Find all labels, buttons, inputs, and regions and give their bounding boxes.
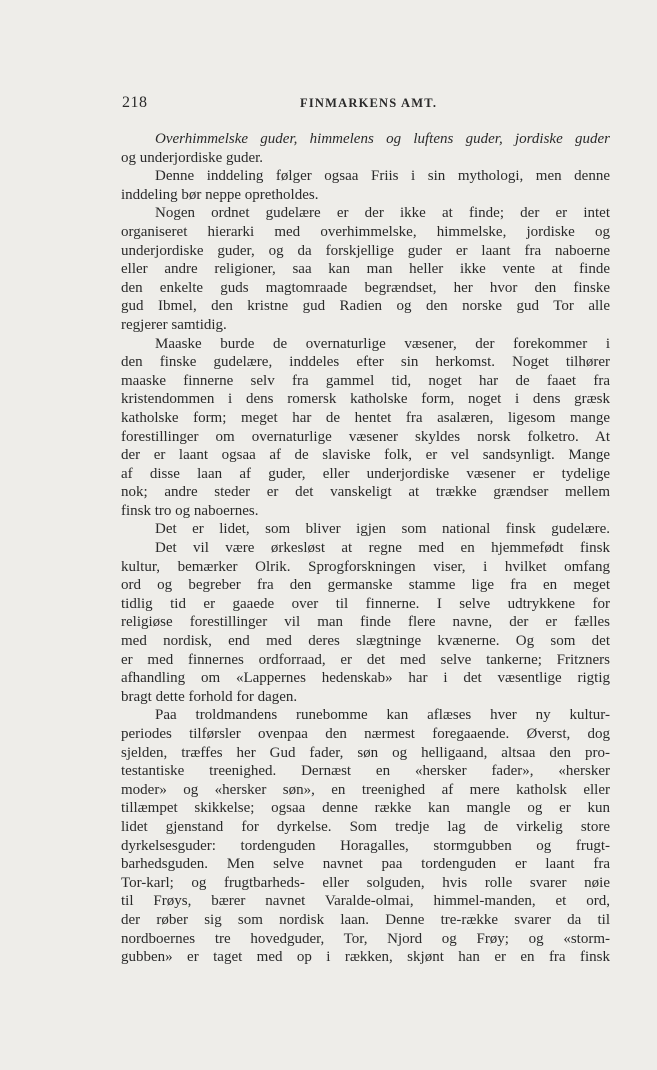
text-line: forestillinger om overnaturlige væsener skyldes norsk folketro. At (121, 428, 610, 445)
text-line: Det vil være ørkesløst at regne med en hjemmefødt finsk (155, 540, 610, 557)
text-line: regjerer samtidig. (121, 316, 227, 333)
text-line: dyrkelsesguder: tordenguden Horagalles, stormgubben og frugt- (121, 837, 610, 854)
text-line: og underjordiske guder. (121, 149, 264, 166)
text-line: kristendommen i dens romersk katholske form, noget i dens græsk (121, 391, 610, 408)
text-line: nordboernes tre hovedguder, Tor, Njord og Frøy; og «storm- (121, 930, 610, 947)
text-line: kultur, bemærker Olrik. Sprogforskningen viser, i hvilket omfang (121, 558, 610, 575)
running-title: FINMARKENS AMT. (300, 96, 438, 110)
text-line: bragt dette forhold for dagen. (121, 688, 298, 705)
text-line: Tor-karl; og frugtbarheds- eller solguden, hvis rolle svarer nøie (121, 874, 610, 891)
text-line: katholske form; meget har de hentet fra asalæren, ligesom mange (121, 409, 610, 426)
text-line: der er laant ogsaa af de slaviske folk, er vel sandsynligt. Mange (121, 447, 610, 464)
text-line: periodes tilførsler ovenpaa den nærmest foregaaende. Øverst, dog (121, 726, 610, 742)
text-line: underjordiske guder, og da forskjellige guder er laant fra naboerne (121, 242, 610, 259)
text-line: lidet gjenstand for dyrkelse. Som tredje lag de virkelig store (121, 818, 610, 835)
text-line: Det er lidet, som bliver igjen som national finsk gudelære. (155, 521, 610, 538)
text-line: finsk tro og naboernes. (121, 502, 259, 519)
text-line: testantiske treenighed. Dernæst en «hersker fader», «hersker (121, 763, 610, 780)
text-line: Paa troldmandens runebomme kan aflæses hver ny kultur- (155, 707, 610, 724)
text-line: religiøse forestillinger vil man finde flere navne, der er fælles (121, 614, 610, 631)
text-line: gud Ibmel, den kristne gud Radien og den norske gud Tor alle (121, 298, 610, 315)
text-line: der røber sig som nordisk laan. Denne tre-række svarer da til (121, 911, 610, 928)
text-line: den enkelte guds magtomraade begrændset, her hvor den finske (121, 279, 610, 296)
text-line: barhedsguden. Men selve navnet paa tordenguden er laant fra (121, 856, 610, 873)
text-line: tidlig tid er gaaede over til finnerne. I selve udtrykkene for (121, 595, 610, 612)
text-line: er med finnernes ordforraad, er det med selve tankerne; Fritzners (121, 651, 610, 668)
text-line: Maaske burde de overnaturlige væsener, der forekommer i (155, 335, 610, 352)
text-line: afhandling om «Lappernes hedenskab» har i det væsentlige rigtig (121, 670, 610, 687)
text-line: med nordisk, end med deres slægtninge kvænerne. Og som det (121, 633, 610, 650)
text-line: af disse laan af guder, eller underjordiske væsener er tydelige (121, 465, 610, 482)
text-line: Denne inddeling følger ogsaa Friis i sin mythologi, men denne (155, 168, 610, 185)
text-line: nok; andre steder er det vanskeligt at trække grændser mellem (121, 484, 610, 501)
text-line: eller andre religioner, saa kan man heller ikke vente at finde (121, 261, 610, 278)
text-line: organiseret hierarki med overhimmelske, himmelske, jordiske og (121, 223, 610, 240)
page-number: 218 (122, 94, 148, 111)
text-line: den finske gudelære, inddeles efter sin herkomst. Noget tilhører (121, 354, 610, 371)
text-line: Overhimmelske guder, himmelens og luftens guder, jordiske guder (155, 131, 610, 147)
text-line: moder» og «hersker søn», en treenighed af mere katholsk eller (121, 781, 610, 798)
page-header (122, 94, 610, 114)
text-line: inddeling bør neppe opretholdes. (121, 186, 319, 203)
text-line: Nogen ordnet gudelære er der ikke at finde; der er intet (155, 205, 610, 222)
text-line: gubben» er taget med op i rækken, skjønt han er en fra finsk (121, 949, 610, 966)
text-line: maaske finnerne selv fra gammel tid, noget har de faaet fra (121, 372, 610, 389)
text-line: ord og begreber fra den germanske stamme lige fra en meget (121, 577, 610, 594)
text-line: tillæmpet skikkelse; ogsaa denne række kan mangle og er kun (121, 800, 610, 817)
body-text (121, 130, 610, 967)
text-line: sjelden, træffes her Gud fader, søn og helligaand, altsaa den pro- (121, 744, 610, 761)
text-line: til Frøys, bærer navnet Varalde-olmai, himmel-manden, et ord, (121, 893, 610, 910)
